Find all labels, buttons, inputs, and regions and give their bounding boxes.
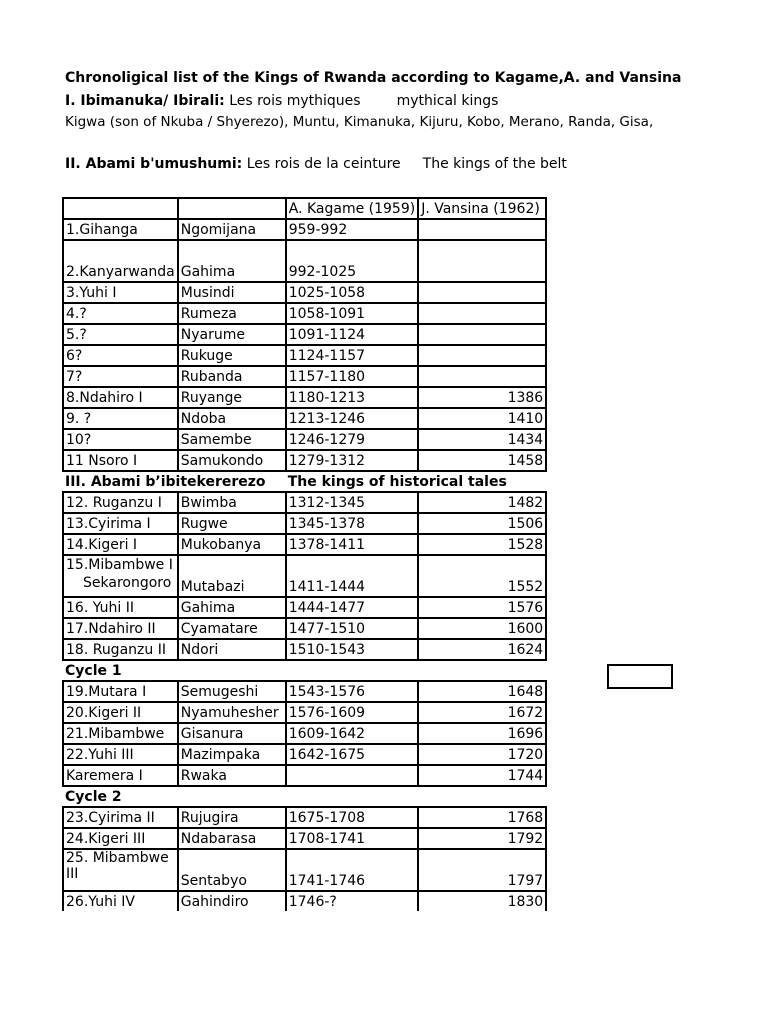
vansina-date (418, 324, 546, 345)
kagame-date: 1213-1246 (286, 408, 418, 429)
vansina-date: 1528 (418, 534, 546, 555)
mother-name: Rugwe (178, 513, 286, 534)
table-row (63, 366, 546, 387)
kagame-date: 1058-1091 (286, 303, 418, 324)
kagame-date: 1444-1477 (286, 597, 418, 618)
vansina-date: 1552 (418, 555, 546, 597)
mother-name: Ndabarasa (178, 828, 286, 849)
mother-name: Mazimpaka (178, 744, 286, 765)
mother-name: Nyarume (178, 324, 286, 345)
mother-name: Ndori (178, 639, 286, 660)
mother-name: Ngomijana (178, 219, 286, 240)
vansina-date: 1434 (418, 429, 546, 450)
kagame-date: 1378-1411 (286, 534, 418, 555)
vansina-date: 1672 (418, 702, 546, 723)
mother-name: Cyamatare (178, 618, 286, 639)
kagame-date: 1279-1312 (286, 450, 418, 471)
kagame-date: 1180-1213 (286, 387, 418, 408)
king-name: 16. Yuhi II (63, 597, 178, 618)
table-row (63, 807, 546, 828)
table-row (63, 555, 546, 597)
mother-name: Gahima (178, 240, 286, 282)
section-1-english: mythical kings (396, 93, 499, 109)
kagame-date: 1477-1510 (286, 618, 418, 639)
king-name: 3.Yuhi I (63, 282, 178, 303)
kagame-date: 1411-1444 (286, 555, 418, 597)
king-name: 5.? (63, 324, 178, 345)
mother-name: Rwaka (178, 765, 286, 786)
vansina-date: 1797 (418, 849, 546, 891)
mother-name: Musindi (178, 282, 286, 303)
king-name: 20.Kigeri II (63, 702, 178, 723)
vansina-date: 1720 (418, 744, 546, 765)
vansina-date: 1830 (418, 891, 546, 911)
vansina-date: 1506 (418, 513, 546, 534)
mother-name: Mukobanya (178, 534, 286, 555)
table-row (63, 639, 546, 660)
king-name: 14.Kigeri I (63, 534, 178, 555)
king-name: 23.Cyirima II (63, 807, 178, 828)
mother-name: Rubanda (178, 366, 286, 387)
mother-name: Nyamuhesher (178, 702, 286, 723)
vansina-date (418, 219, 546, 240)
king-name: 21.Mibambwe (63, 723, 178, 744)
vansina-date: 1648 (418, 681, 546, 702)
kagame-date: 1543-1576 (286, 681, 418, 702)
vansina-date (418, 282, 546, 303)
kings-table (62, 197, 547, 911)
kagame-date: 1091-1124 (286, 324, 418, 345)
kagame-date: 992-1025 (286, 240, 418, 282)
vansina-date (418, 345, 546, 366)
kagame-date: 1345-1378 (286, 513, 418, 534)
king-name-line-2: Sekarongoro (83, 575, 172, 591)
mother-name: Rumeza (178, 303, 286, 324)
cycle-2-header-row (63, 786, 546, 807)
kagame-date: 1157-1180 (286, 366, 418, 387)
kagame-date: 959-992 (286, 219, 418, 240)
section-1-label: I. Ibimanuka/ Ibirali: (65, 93, 225, 109)
kagame-date: 1746-? (286, 891, 418, 911)
table-row (63, 681, 546, 702)
column-header-vansina: J. Vansina (1962) (418, 198, 546, 219)
king-name: 4.? (63, 303, 178, 324)
vansina-date: 1600 (418, 618, 546, 639)
section-3-english: The kings of historical tales (286, 471, 546, 492)
vansina-date: 1744 (418, 765, 546, 786)
king-name: 1.Gihanga (63, 219, 178, 240)
king-name: 7? (63, 366, 178, 387)
document-title: Chronoligical list of the Kings of Rwanda according to Kagame,A. and Vansina (65, 70, 682, 86)
mother-name: Samembe (178, 429, 286, 450)
vansina-date (418, 303, 546, 324)
table-row (63, 723, 546, 744)
mother-name: Sentabyo (178, 849, 286, 891)
vansina-date: 1624 (418, 639, 546, 660)
king-name: 2.Kanyarwanda (63, 240, 178, 282)
table-cell (63, 198, 178, 219)
kagame-date: 1675-1708 (286, 807, 418, 828)
king-name: 10? (63, 429, 178, 450)
mother-name: Rukuge (178, 345, 286, 366)
table-row (63, 513, 546, 534)
section-3-header-row (63, 471, 546, 492)
table-header-row (63, 198, 546, 219)
vansina-date (418, 366, 546, 387)
king-name: 6? (63, 345, 178, 366)
mother-name: Gisanura (178, 723, 286, 744)
king-name: 11 Nsoro I (63, 450, 178, 471)
table-row (63, 219, 546, 240)
kagame-date: 1576-1609 (286, 702, 418, 723)
table-row (63, 450, 546, 471)
mother-name: Bwimba (178, 492, 286, 513)
mother-name: Gahima (178, 597, 286, 618)
table-row (63, 282, 546, 303)
table-row (63, 828, 546, 849)
mother-name: Gahindiro (178, 891, 286, 911)
king-name: 9. ? (63, 408, 178, 429)
table-cell (178, 198, 286, 219)
king-name: Karemera I (63, 765, 178, 786)
table-row (63, 324, 546, 345)
mother-name: Mutabazi (178, 555, 286, 597)
section-2-label: II. Abami b'umushumi: (65, 156, 243, 172)
cycle-2-label: Cycle 2 (63, 786, 546, 807)
section-2-line (65, 156, 567, 172)
section-2-english: The kings of the belt (422, 156, 567, 172)
king-name: 18. Ruganzu II (63, 639, 178, 660)
kagame-date: 1510-1543 (286, 639, 418, 660)
king-name: 17.Ndahiro II (63, 618, 178, 639)
mother-name: Rujugira (178, 807, 286, 828)
kagame-date: 1609-1642 (286, 723, 418, 744)
table-row (63, 534, 546, 555)
table-row (63, 387, 546, 408)
section-3-label: III. Abami b’ibitekererezo (63, 471, 286, 492)
mother-name: Ruyange (178, 387, 286, 408)
section-1-line (65, 93, 498, 109)
kagame-date: 1708-1741 (286, 828, 418, 849)
table-row (63, 240, 546, 282)
king-name: 12. Ruganzu I (63, 492, 178, 513)
king-name (63, 555, 178, 597)
vansina-date: 1792 (418, 828, 546, 849)
table-row (63, 702, 546, 723)
kagame-date: 1741-1746 (286, 849, 418, 891)
kagame-date: 1642-1675 (286, 744, 418, 765)
vansina-date: 1696 (418, 723, 546, 744)
mother-name: Semugeshi (178, 681, 286, 702)
king-name: 26.Yuhi IV (63, 891, 178, 911)
king-name: 22.Yuhi III (63, 744, 178, 765)
king-name: 13.Cyirima I (63, 513, 178, 534)
king-name: 19.Mutara I (63, 681, 178, 702)
table-row (63, 849, 546, 891)
king-name-line-1: 15.Mibambwe I (66, 557, 173, 573)
kagame-date: 1246-1279 (286, 429, 418, 450)
mother-name: Ndoba (178, 408, 286, 429)
king-name: 8.Ndahiro I (63, 387, 178, 408)
mythical-kings-list: Kigwa (son of Nkuba / Shyerezo), Muntu, Kimanuka, Kijuru, Kobo, Merano, Randa, Gisa, (65, 114, 654, 130)
king-name: 25. Mibambwe III (63, 849, 178, 891)
table-row (63, 597, 546, 618)
table-row (63, 345, 546, 366)
kagame-date: 1124-1157 (286, 345, 418, 366)
empty-cell-box (607, 664, 673, 689)
cycle-1-label: Cycle 1 (63, 660, 546, 681)
vansina-date: 1576 (418, 597, 546, 618)
vansina-date: 1482 (418, 492, 546, 513)
kagame-date: 1312-1345 (286, 492, 418, 513)
vansina-date: 1458 (418, 450, 546, 471)
vansina-date: 1386 (418, 387, 546, 408)
table-row (63, 744, 546, 765)
cycle-1-header-row (63, 660, 546, 681)
vansina-date: 1410 (418, 408, 546, 429)
vansina-date (418, 240, 546, 282)
kagame-date (286, 765, 418, 786)
mother-name: Samukondo (178, 450, 286, 471)
table-row (63, 429, 546, 450)
column-header-kagame: A. Kagame (1959) (286, 198, 418, 219)
table-row (63, 618, 546, 639)
section-1-french: Les rois mythiques (229, 93, 361, 109)
vansina-date: 1768 (418, 807, 546, 828)
table-row (63, 492, 546, 513)
kagame-date: 1025-1058 (286, 282, 418, 303)
section-2-french: Les rois de la ceinture (246, 156, 401, 172)
table-row (63, 765, 546, 786)
table-row (63, 408, 546, 429)
table-row (63, 303, 546, 324)
table-row (63, 891, 546, 911)
king-name: 24.Kigeri III (63, 828, 178, 849)
